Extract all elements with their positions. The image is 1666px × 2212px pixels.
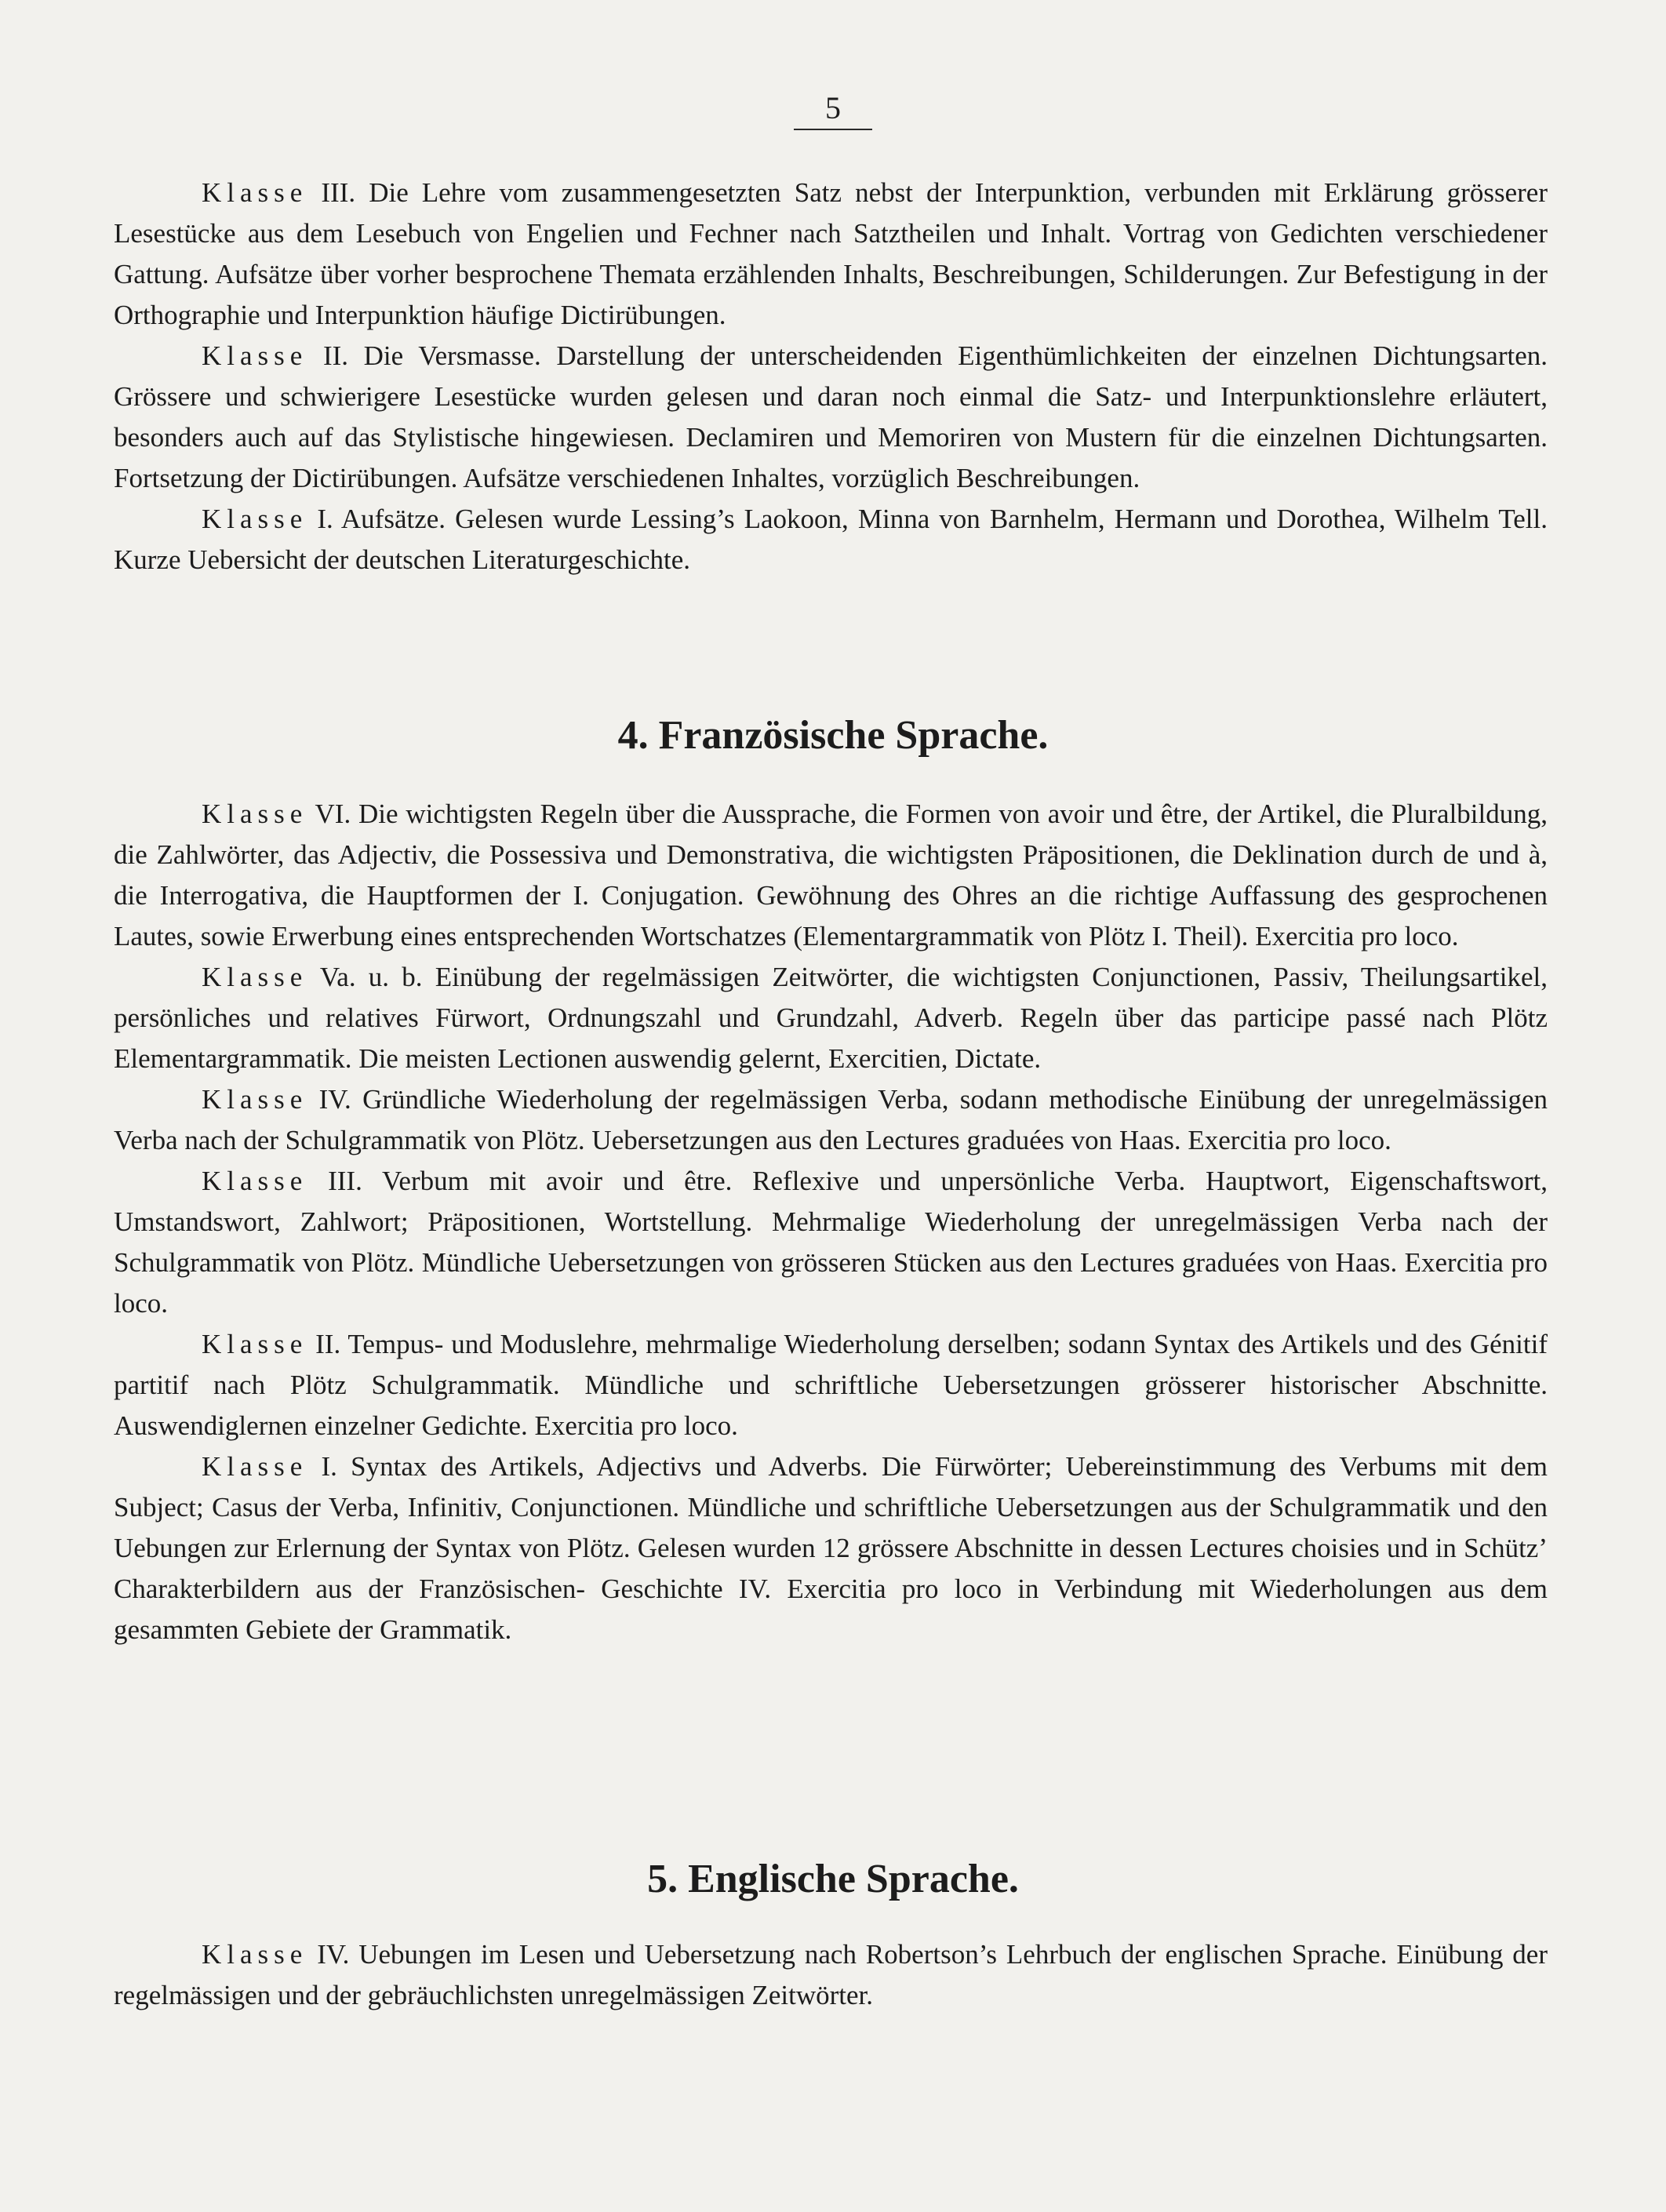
klasse-label: Klasse (202, 1166, 308, 1196)
klasse-level: II. (315, 1329, 341, 1359)
paragraph-text: Die Versmasse. Darstellung der unterscheidenden Eigenthümlichkeiten der einzelnen Dichtungsarten. Grössere und schwierigere Lesestücke wurden gelesen und daran noch einmal die Satz- und Interpunktionslehre erläutert, besonders auch auf das Stylistische hingewiesen. Declamiren und Memoriren von Mustern für die einzelnen Dichtungsarten. Fortsetzung der Dictirübungen. Aufsätze verschiedenen Inhaltes, vorzüglich Beschreibungen. (114, 340, 1548, 493)
paragraph-text: Aufsätze. Gelesen wurde Lessing’s Laokoon, Minna von Barnhelm, Hermann und Dorothea, Wilhelm Tell. Kurze Uebersicht der deutschen Literaturgeschichte. (114, 504, 1548, 575)
klasse-level: Va. u. b. (319, 962, 423, 992)
paragraph-deutsch-klasse-i (114, 499, 1548, 580)
paragraph-franz-klasse-i (114, 1446, 1548, 1650)
paragraph-text: Einübung der regelmässigen Zeitwörter, die wichtigsten Conjunctionen, Passiv, Theilungsartikel, persönliches und relatives Fürwort, Ordnungszahl und Grundzahl, Adverb. Regeln über das participe passé nach Plötz Elementargrammatik. Die meisten Lectionen auswendig gelernt, Exercitien, Dictate. (114, 962, 1548, 1074)
paragraph-text: Uebungen im Lesen und Uebersetzung nach Robertson’s Lehrbuch der englischen Sprache. Einübung der regelmässigen und der gebräuchlichsten unregelmässigen Zeitwörter. (114, 1939, 1548, 2010)
paragraph-franz-klasse-va-u-b (114, 957, 1548, 1079)
paragraph-franz-klasse-iv (114, 1079, 1548, 1161)
paragraph-text: Die wichtigsten Regeln über die Aussprache, die Formen von avoir und être, der Artikel, die Pluralbildung, die Zahlwörter, das Adjectiv, die Possessiva und Demonstrativa, die wichtigsten Präpositionen, die Deklination durch de und à, die Interrogativa, die Hauptformen der I. Conjugation. Gewöhnung des Ohres an die richtige Auffassung des gesprochenen Lautes, sowie Erwerbung eines entsprechenden Wortschatzes (Elementargrammatik von Plötz I. Theil). Exercitia pro loco. (114, 799, 1548, 951)
paragraph-engl-klasse-iv (114, 1934, 1548, 2016)
klasse-label: Klasse (202, 504, 308, 534)
paragraph-deutsch-klasse-ii (114, 336, 1548, 499)
klasse-level: II. (322, 340, 349, 371)
klasse-label: Klasse (202, 1329, 308, 1359)
klasse-level: IV. (318, 1084, 351, 1115)
klasse-label: Klasse (202, 799, 308, 829)
paragraph-text: Verbum mit avoir und être. Reflexive und unpersönliche Verba. Hauptwort, Eigenschaftswort, Umstandswort, Zahlwort; Präpositionen, Wortstellung. Mehrmalige Wiederholung der unregelmässigen Verba nach der Schulgrammatik von Plötz. Mündliche Uebersetzungen von grösseren Stücken aus den Lectures graduées von Haas. Exercitia pro loco. (114, 1166, 1548, 1319)
paragraph-franz-klasse-ii (114, 1324, 1548, 1446)
klasse-level: III. (321, 177, 356, 208)
paragraph-text: Gründliche Wiederholung der regelmässigen Verba, sodann methodische Einübung der unregelmässigen Verba nach der Schulgrammatik von Plötz. Uebersetzungen aus den Lectures graduées von Haas. Exercitia pro loco. (114, 1084, 1548, 1155)
paragraph-franz-klasse-vi (114, 794, 1548, 957)
klasse-label: Klasse (202, 177, 308, 208)
klasse-label: Klasse (202, 1084, 308, 1115)
paragraph-text: Tempus- und Moduslehre, mehrmalige Wiederholung derselben; sodann Syntax des Artikels und des Génitif partitif nach Plötz Schulgrammatik. Mündliche und schriftliche Uebersetzungen grösserer historischer Abschnitte. Auswendiglernen einzelner Gedichte. Exercitia pro loco. (114, 1329, 1548, 1441)
page-number-container (0, 88, 1666, 130)
klasse-label: Klasse (202, 962, 308, 992)
klasse-level: VI. (315, 799, 351, 829)
paragraph-text: Syntax des Artikels, Adjectivs und Adverbs. Die Fürwörter; Uebereinstimmung des Verbums mit dem Subject; Casus der Verba, Infinitiv, Conjunctionen. Mündliche und schriftliche Uebersetzungen aus der Schulgrammatik und den Uebungen zur Erlernung der Syntax von Plötz. Gelesen wurden 12 grössere Abschnitte in dessen Lectures choisies und in Schütz’ Charakterbildern aus der Französischen- Geschichte IV. Exercitia pro loco in Verbindung mit Wiederholungen aus dem gesammten Gebiete der Grammatik. (114, 1451, 1548, 1645)
klasse-level: III. (328, 1166, 362, 1196)
heading-englische-sprache: 5. Englische Sprache. (647, 1857, 1019, 1901)
klasse-label: Klasse (202, 340, 308, 371)
klasse-level: IV. (317, 1939, 350, 1970)
page-number: 5 (794, 88, 872, 130)
klasse-level: I. (317, 504, 333, 534)
klasse-label: Klasse (202, 1451, 308, 1482)
paragraph-text: Die Lehre vom zusammengesetzten Satz nebst der Interpunktion, verbunden mit Erklärung grösserer Lesestücke aus dem Lesebuch von Engelien und Fechner nach Satztheilen und Inhalt. Vortrag von Gedichten verschiedener Gattung. Aufsätze über vorher besprochene Themata erzählenden Inhalts, Beschreibungen, Schilderungen. Zur Befestigung in der Orthographie und Interpunktion häufige Dictirübungen. (114, 177, 1548, 330)
german-section-continuation (114, 173, 1548, 580)
french-section (114, 794, 1548, 1650)
paragraph-deutsch-klasse-iii (114, 173, 1548, 336)
heading-franzoesische-sprache: 4. Französische Sprache. (617, 713, 1049, 758)
klasse-level: I. (321, 1451, 337, 1482)
english-section (114, 1934, 1548, 2016)
paragraph-franz-klasse-iii (114, 1161, 1548, 1324)
klasse-label: Klasse (202, 1939, 308, 1970)
